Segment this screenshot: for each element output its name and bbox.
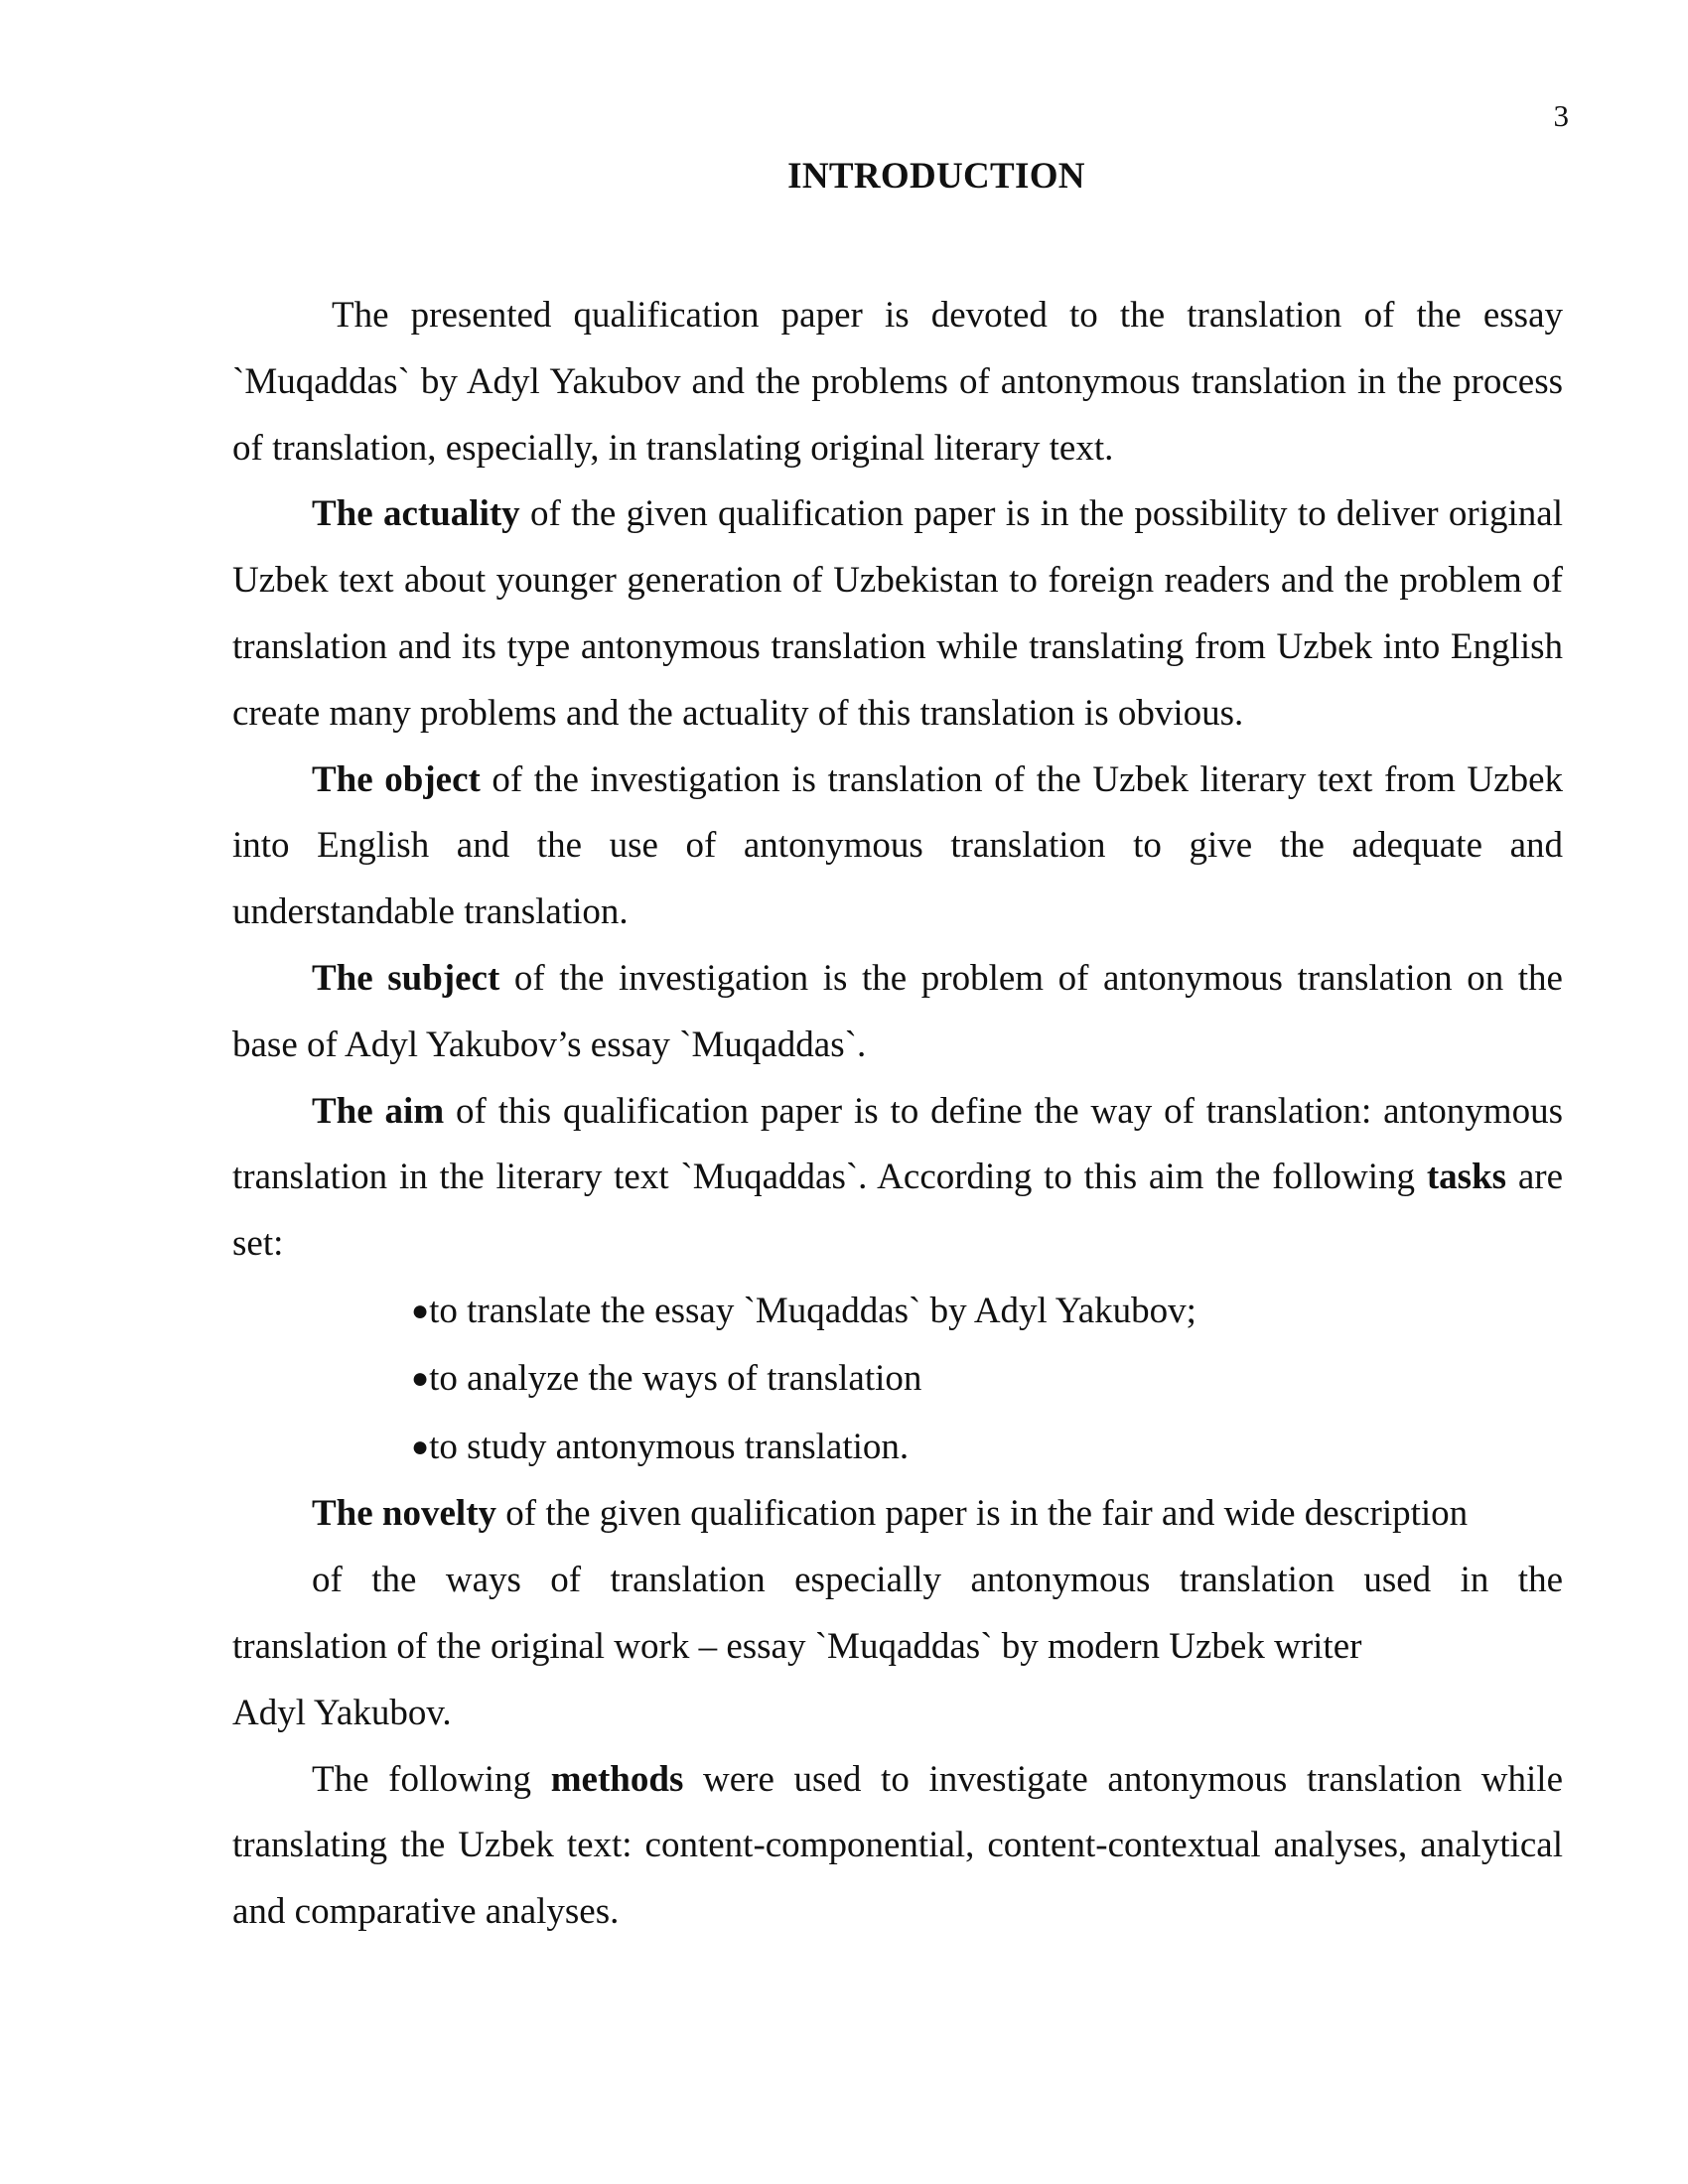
subject-paragraph (232, 946, 1563, 1079)
methods-text: were used to investigate antonymous translation while translating the Uzbek text: content-componential, content-contextual analyses, analytical and comparative analyses. (232, 1758, 1564, 1933)
object-label: The object (312, 758, 481, 800)
tasks-label: tasks (1426, 1157, 1507, 1198)
novelty-paragraph (232, 1481, 1563, 1746)
task-text: to analyze the ways of translation (429, 1358, 922, 1400)
subject-text: of the investigation is the problem of antonymous translation on the base of Adyl Yakubov’s essay `Muqaddas`. (232, 957, 1563, 1065)
novelty-line-1 (232, 1481, 1563, 1548)
aim-label: The aim (312, 1090, 445, 1132)
tasks-list (232, 1278, 1563, 1482)
list-item (411, 1278, 1563, 1346)
bullet-icon: ● (411, 1430, 430, 1463)
subject-label: The subject (312, 957, 500, 999)
novelty-line-2: of the ways of translation especially antonymous translation used in the (312, 1560, 1563, 1601)
object-paragraph (232, 748, 1563, 946)
list-item (411, 1345, 1563, 1414)
novelty-line-3: translation of the original work – essay `Muqaddas` by modern Uzbek writer (232, 1626, 1362, 1668)
novelty-line-4: Adyl Yakubov. (232, 1692, 452, 1733)
actuality-paragraph (232, 481, 1563, 747)
bullet-icon: ● (411, 1362, 430, 1396)
actuality-label: The actuality (312, 493, 520, 535)
task-text: to study antonymous translation. (429, 1426, 910, 1467)
actuality-text: of the given qualification paper is in the possibility to deliver original Uzbek text about younger generation of Uzbekistan to foreign readers and the problem of translation and its type antonymous translation while translating from Uzbek into English create many problems and the actuality of this translation is obvious. (232, 493, 1563, 734)
tasks-suffix: are set: (232, 1157, 1563, 1265)
methods-paragraph (232, 1747, 1563, 1946)
intro-paragraph: The presented qualification paper is devoted to the translation of the essay `Muqaddas` by Adyl Yakubov and the problems of antonymous translation in the process of translation, especially, in translating original literary text. (232, 295, 1563, 469)
novelty-label: The novelty (312, 1493, 497, 1535)
page-number: 3 (1553, 98, 1569, 133)
bullet-icon: ● (411, 1294, 430, 1327)
aim-text: of this qualification paper is to define the way of translation: antonymous translation in the literary text `Muqaddas`. According to this aim the following (232, 1090, 1563, 1198)
page-title: INTRODUCTION (787, 156, 1085, 197)
list-item (411, 1414, 1563, 1482)
object-text: of the investigation is translation of the Uzbek literary text from Uzbek into English and the use of antonymous translation to give the adequate and understandable translation. (232, 758, 1563, 933)
aim-paragraph (232, 1079, 1563, 1278)
methods-label: methods (550, 1758, 684, 1800)
document-body (232, 283, 1563, 1946)
methods-prefix: The following (312, 1758, 551, 1800)
novelty-text-1: of the given qualification paper is in the fair and wide description (496, 1493, 1469, 1535)
task-text: to translate the essay `Muqaddas` by Adyl Yakubov; (429, 1290, 1196, 1331)
